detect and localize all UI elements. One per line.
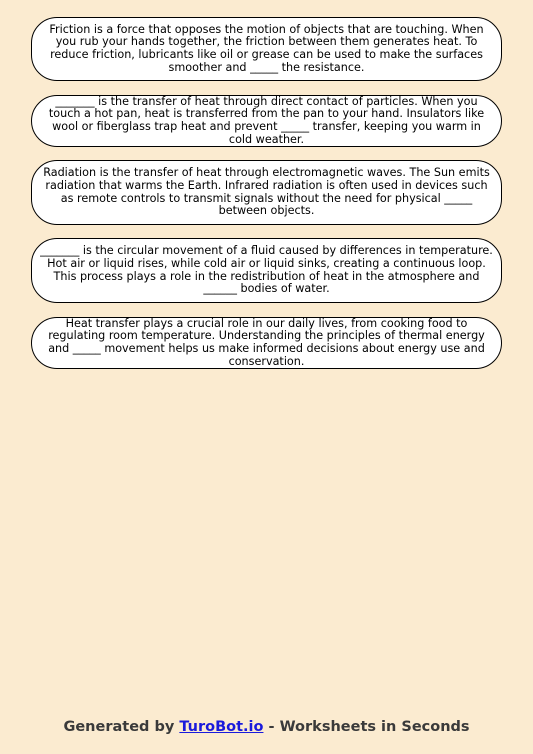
worksheet-paragraph-card <box>31 160 502 225</box>
worksheet-paragraph-card <box>31 17 502 81</box>
worksheet-paragraph-card <box>31 238 502 303</box>
footer-prefix: Generated by <box>63 719 180 735</box>
paragraph-text: Friction is a force that opposes the motion of objects that are touching. When you rub your hands together, the friction between them generates heat. To reduce friction, lubricants like oil or grease can be used to make the surfaces smoother and _____ the resistance. <box>49 22 484 74</box>
paragraph-text: Heat transfer plays a crucial role in our daily lives, from cooking food to regulating room temperature. Understanding the principles of thermal energy and _____ movement helps us make informed decisions about energy use and conservation. <box>48 316 485 368</box>
worksheet-paragraph-card <box>31 317 502 369</box>
footer-suffix: - Worksheets in Seconds <box>263 719 470 735</box>
paragraph-text: _______ is the circular movement of a fluid caused by differences in temperature. Hot air or liquid rises, while cold air or liquid sinks, creating a continuous loop. This process plays a role in the redistribution of heat in the atmosphere and ______ bodies of water. <box>40 244 493 296</box>
paragraph-text: Radiation is the transfer of heat through electromagnetic waves. The Sun emits radiation that warms the Earth. Infrared radiation is often used in devices such as remote controls to transmit signals without the need for physical _____ between objects. <box>43 166 490 218</box>
turobot-link[interactable]: TuroBot.io <box>179 719 264 735</box>
worksheet-paragraph-card <box>31 95 502 147</box>
paragraph-text: _______ is the transfer of heat through direct contact of particles. When you touch a hot pan, heat is transferred from the pan to your hand. Insulators like wool or fiberglass trap heat and prevent _____ transfer, keeping you warm in cold weather. <box>48 94 485 146</box>
footer-credit <box>0 719 533 735</box>
